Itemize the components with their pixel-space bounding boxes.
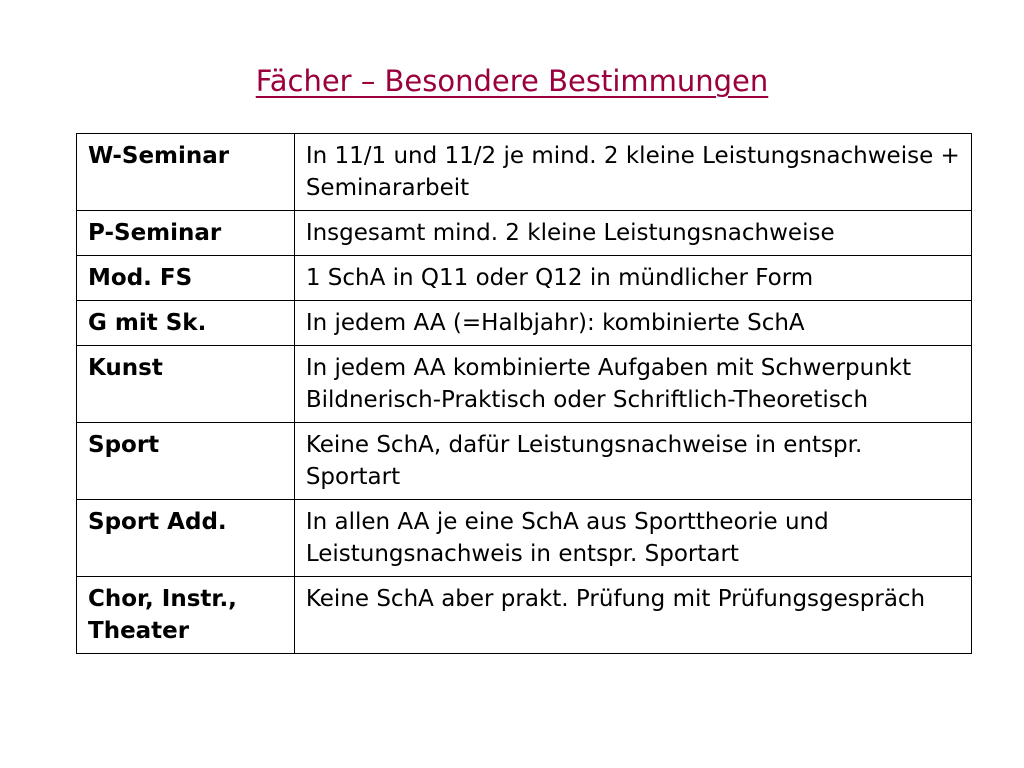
table-row bbox=[77, 577, 972, 654]
table-row bbox=[77, 500, 972, 577]
rules-table bbox=[76, 133, 972, 654]
subject-cell: Kunst bbox=[77, 346, 295, 423]
table-row bbox=[77, 346, 972, 423]
subject-cell: P-Seminar bbox=[77, 211, 295, 256]
table-row bbox=[77, 423, 972, 500]
rule-cell: In allen AA je eine SchA aus Sporttheorie und Leistungsnachweis in entspr. Sportart bbox=[294, 500, 971, 577]
rule-cell: In 11/1 und 11/2 je mind. 2 kleine Leistungsnachweise + Seminararbeit bbox=[294, 134, 971, 211]
subject-cell: W-Seminar bbox=[77, 134, 295, 211]
rule-cell: Keine SchA, dafür Leistungsnachweise in entspr. Sportart bbox=[294, 423, 971, 500]
subject-cell: Mod. FS bbox=[77, 256, 295, 301]
table-row bbox=[77, 301, 972, 346]
table-row bbox=[77, 134, 972, 211]
subject-cell: Chor, Instr., Theater bbox=[77, 577, 295, 654]
subject-cell: Sport Add. bbox=[77, 500, 295, 577]
rule-cell: 1 SchA in Q11 oder Q12 in mündlicher Form bbox=[294, 256, 971, 301]
slide-title: Fächer – Besondere Bestimmungen bbox=[255, 64, 769, 98]
rule-cell: Insgesamt mind. 2 kleine Leistungsnachweise bbox=[294, 211, 971, 256]
rule-cell: Keine SchA aber prakt. Prüfung mit Prüfungsgespräch bbox=[294, 577, 971, 654]
table-row bbox=[77, 256, 972, 301]
rule-cell: In jedem AA kombinierte Aufgaben mit Schwerpunkt Bildnerisch-Praktisch oder Schriftlich-Theoretisch bbox=[294, 346, 971, 423]
subject-cell: G mit Sk. bbox=[77, 301, 295, 346]
subject-cell: Sport bbox=[77, 423, 295, 500]
rule-cell: In jedem AA (=Halbjahr): kombinierte SchA bbox=[294, 301, 971, 346]
table-row bbox=[77, 211, 972, 256]
